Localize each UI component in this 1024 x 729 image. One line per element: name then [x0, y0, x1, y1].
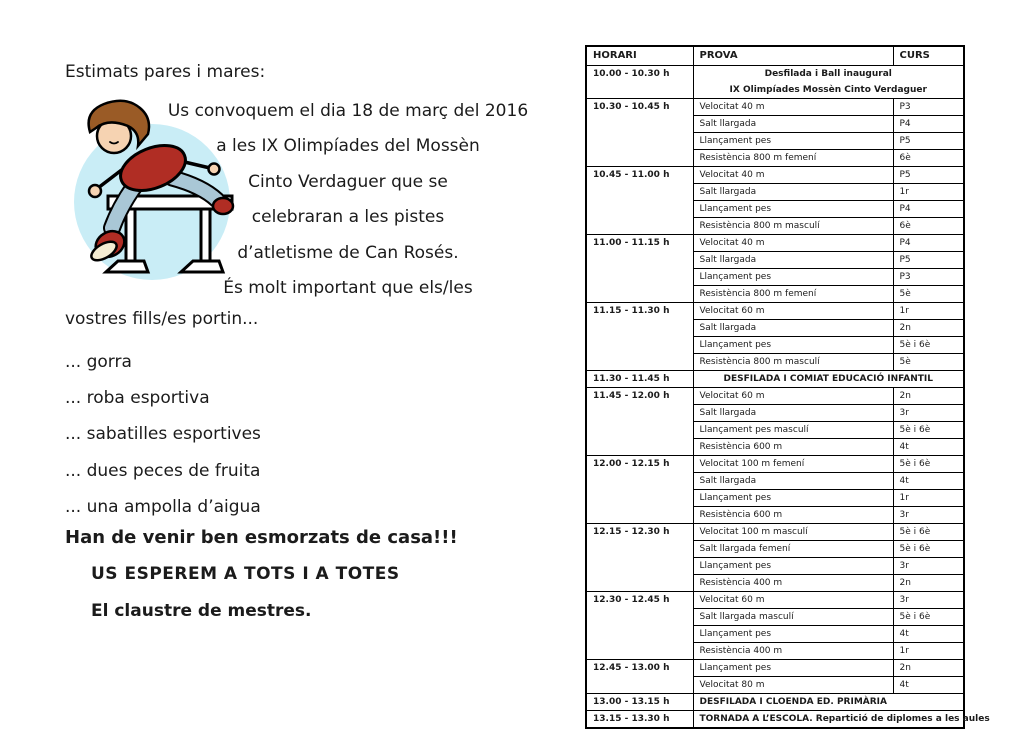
schedule-row [586, 234, 964, 251]
list-item: ... una ampolla d’aigua [65, 496, 261, 517]
time-cell: 11.15 - 11.30 h [586, 302, 693, 370]
curs-cell: 5è i 6è [893, 336, 964, 353]
schedule-row [586, 166, 964, 183]
prova-cell: Llançament pes [693, 200, 893, 217]
prova-cell: Resistència 800 m masculí [693, 217, 893, 234]
prova-cell: Salt llargada femení [693, 540, 893, 557]
prova-cell: Llançament pes [693, 489, 893, 506]
prova-cell: Llançament pes [693, 132, 893, 149]
prova-cell: Llançament pes [693, 625, 893, 642]
merged-prova-curs-cell [693, 65, 964, 98]
letter-line: celebraran a les pistes [251, 207, 445, 228]
prova-cell: Velocitat 80 m [693, 676, 893, 693]
list-item: ... dues peces de fruita [65, 460, 261, 481]
list-item: ... roba esportiva [65, 388, 210, 409]
schedule-row [586, 302, 964, 319]
curs-cell: 5è [893, 285, 964, 302]
curs-cell: P5 [893, 166, 964, 183]
curs-cell: 3r [893, 404, 964, 421]
prova-cell: Resistència 400 m [693, 574, 893, 591]
curs-cell: 1r [893, 183, 964, 200]
curs-cell: 3r [893, 506, 964, 523]
schedule-row [586, 387, 964, 404]
merged-cell-line: TORNADA A L’ESCOLA. Repartició de diplomes a les aules [699, 713, 990, 724]
prova-cell: Resistència 800 m femení [693, 149, 893, 166]
curs-cell: 5è [893, 353, 964, 370]
schedule-row [586, 659, 964, 676]
curs-cell: 3r [893, 591, 964, 608]
prova-cell: Llançament pes [693, 557, 893, 574]
letter-emphasis: Han de venir ben esmorzats de casa!!! [65, 527, 458, 548]
time-cell: 10.30 - 10.45 h [586, 98, 693, 166]
letter-signature: El claustre de mestres. [91, 601, 312, 621]
time-cell: 11.45 - 12.00 h [586, 387, 693, 455]
curs-cell: 4t [893, 472, 964, 489]
schedule-row [586, 710, 964, 728]
letter-line: Cinto Verdaguer que se [248, 171, 448, 192]
schedule-table [585, 45, 990, 729]
prova-cell: Resistència 800 m masculí [693, 353, 893, 370]
list-item: ... sabatilles esportives [65, 424, 261, 445]
prova-cell: Resistència 600 m [693, 506, 893, 523]
time-cell: 11.30 - 11.45 h [586, 370, 693, 387]
prova-cell: Resistència 800 m femení [693, 285, 893, 302]
prova-cell: Salt llargada [693, 472, 893, 489]
schedule-body [586, 65, 990, 728]
curs-cell: 6è [893, 217, 964, 234]
schedule-row [586, 591, 964, 608]
curs-cell: 4t [893, 438, 964, 455]
prova-cell: Resistència 600 m [693, 438, 893, 455]
letter-continuation: vostres fills/es portin... [65, 309, 259, 329]
prova-cell: Resistència 400 m [693, 642, 893, 659]
time-cell: 12.00 - 12.15 h [586, 455, 693, 523]
letter-farewell: US ESPEREM A TOTS I A TOTES [91, 564, 400, 584]
prova-cell: Velocitat 60 m [693, 387, 893, 404]
curs-cell: 2n [893, 387, 964, 404]
curs-cell: P5 [893, 132, 964, 149]
time-cell: 12.30 - 12.45 h [586, 591, 693, 659]
curs-cell: 2n [893, 659, 964, 676]
time-cell: 12.15 - 12.30 h [586, 523, 693, 591]
header-prova: PROVA [693, 46, 893, 65]
curs-cell: 5è i 6è [893, 421, 964, 438]
header-curs: CURS [893, 46, 964, 65]
letter-line: a les IX Olimpíades del Mossèn [216, 136, 480, 157]
list-item: ... gorra [65, 352, 132, 372]
curs-cell: P3 [893, 98, 964, 115]
schedule-row [586, 98, 964, 115]
prova-cell: Velocitat 100 m masculí [693, 523, 893, 540]
merged-cell-line: IX Olimpíades Mossèn Cinto Verdaguer [729, 84, 927, 95]
merged-cell-line: Desfilada i Ball inaugural [764, 68, 892, 79]
letter-salutation: Estimats pares i mares: [65, 62, 266, 82]
letter-item-list [65, 344, 261, 525]
curs-cell: 2n [893, 574, 964, 591]
curs-cell: P3 [893, 268, 964, 285]
header-horari: HORARI [586, 46, 693, 65]
time-cell: 11.00 - 11.15 h [586, 234, 693, 302]
prova-cell: Velocitat 100 m femení [693, 455, 893, 472]
curs-cell: 1r [893, 302, 964, 319]
merged-prova-curs-cell [693, 370, 964, 387]
schedule-row [586, 65, 964, 98]
curs-cell: 4t [893, 676, 964, 693]
merged-cell-line: DESFILADA I CLOENDA ED. PRIMÀRIA [699, 696, 887, 707]
letter-line: És molt important que els/les [223, 278, 473, 299]
curs-cell: 2n [893, 319, 964, 336]
prova-cell: Salt llargada [693, 183, 893, 200]
prova-cell: Velocitat 40 m [693, 166, 893, 183]
schedule-row [586, 370, 964, 387]
prova-cell: Llançament pes [693, 336, 893, 353]
time-cell: 12.45 - 13.00 h [586, 659, 693, 693]
curs-cell: 5è i 6è [893, 523, 964, 540]
prova-cell: Llançament pes [693, 268, 893, 285]
prova-cell: Salt llargada masculí [693, 608, 893, 625]
curs-cell: P5 [893, 251, 964, 268]
prova-cell: Velocitat 60 m [693, 302, 893, 319]
letter-line: d’atletisme de Can Rosés. [237, 242, 459, 263]
prova-cell: Velocitat 40 m [693, 98, 893, 115]
prova-cell: Llançament pes masculí [693, 421, 893, 438]
letter-paragraph [167, 94, 529, 306]
curs-cell: 4t [893, 625, 964, 642]
prova-cell: Salt llargada [693, 115, 893, 132]
merged-prova-curs-cell [693, 693, 964, 710]
merged-prova-curs-cell [693, 710, 990, 728]
curs-cell: 1r [893, 489, 964, 506]
curs-cell: P4 [893, 234, 964, 251]
schedule-row [586, 455, 964, 472]
time-cell: 10.45 - 11.00 h [586, 166, 693, 234]
time-cell: 10.00 - 10.30 h [586, 65, 693, 98]
prova-cell: Salt llargada [693, 404, 893, 421]
curs-cell: 5è i 6è [893, 540, 964, 557]
curs-cell: 1r [893, 642, 964, 659]
prova-cell: Salt llargada [693, 251, 893, 268]
curs-cell: 6è [893, 149, 964, 166]
curs-cell: P4 [893, 115, 964, 132]
letter-line: Us convoquem el dia 18 de març del 2016 [167, 101, 529, 121]
schedule-row [586, 693, 964, 710]
prova-cell: Salt llargada [693, 319, 893, 336]
prova-cell: Velocitat 60 m [693, 591, 893, 608]
curs-cell: 5è i 6è [893, 608, 964, 625]
merged-cell-line: DESFILADA I COMIAT EDUCACIÓ INFANTIL [723, 373, 933, 384]
schedule-row [586, 523, 964, 540]
time-cell: 13.15 - 13.30 h [586, 710, 693, 728]
curs-cell: 5è i 6è [893, 455, 964, 472]
curs-cell: 3r [893, 557, 964, 574]
curs-cell: P4 [893, 200, 964, 217]
prova-cell: Llançament pes [693, 659, 893, 676]
prova-cell: Velocitat 40 m [693, 234, 893, 251]
schedule-header-row [586, 46, 964, 65]
time-cell: 13.00 - 13.15 h [586, 693, 693, 710]
